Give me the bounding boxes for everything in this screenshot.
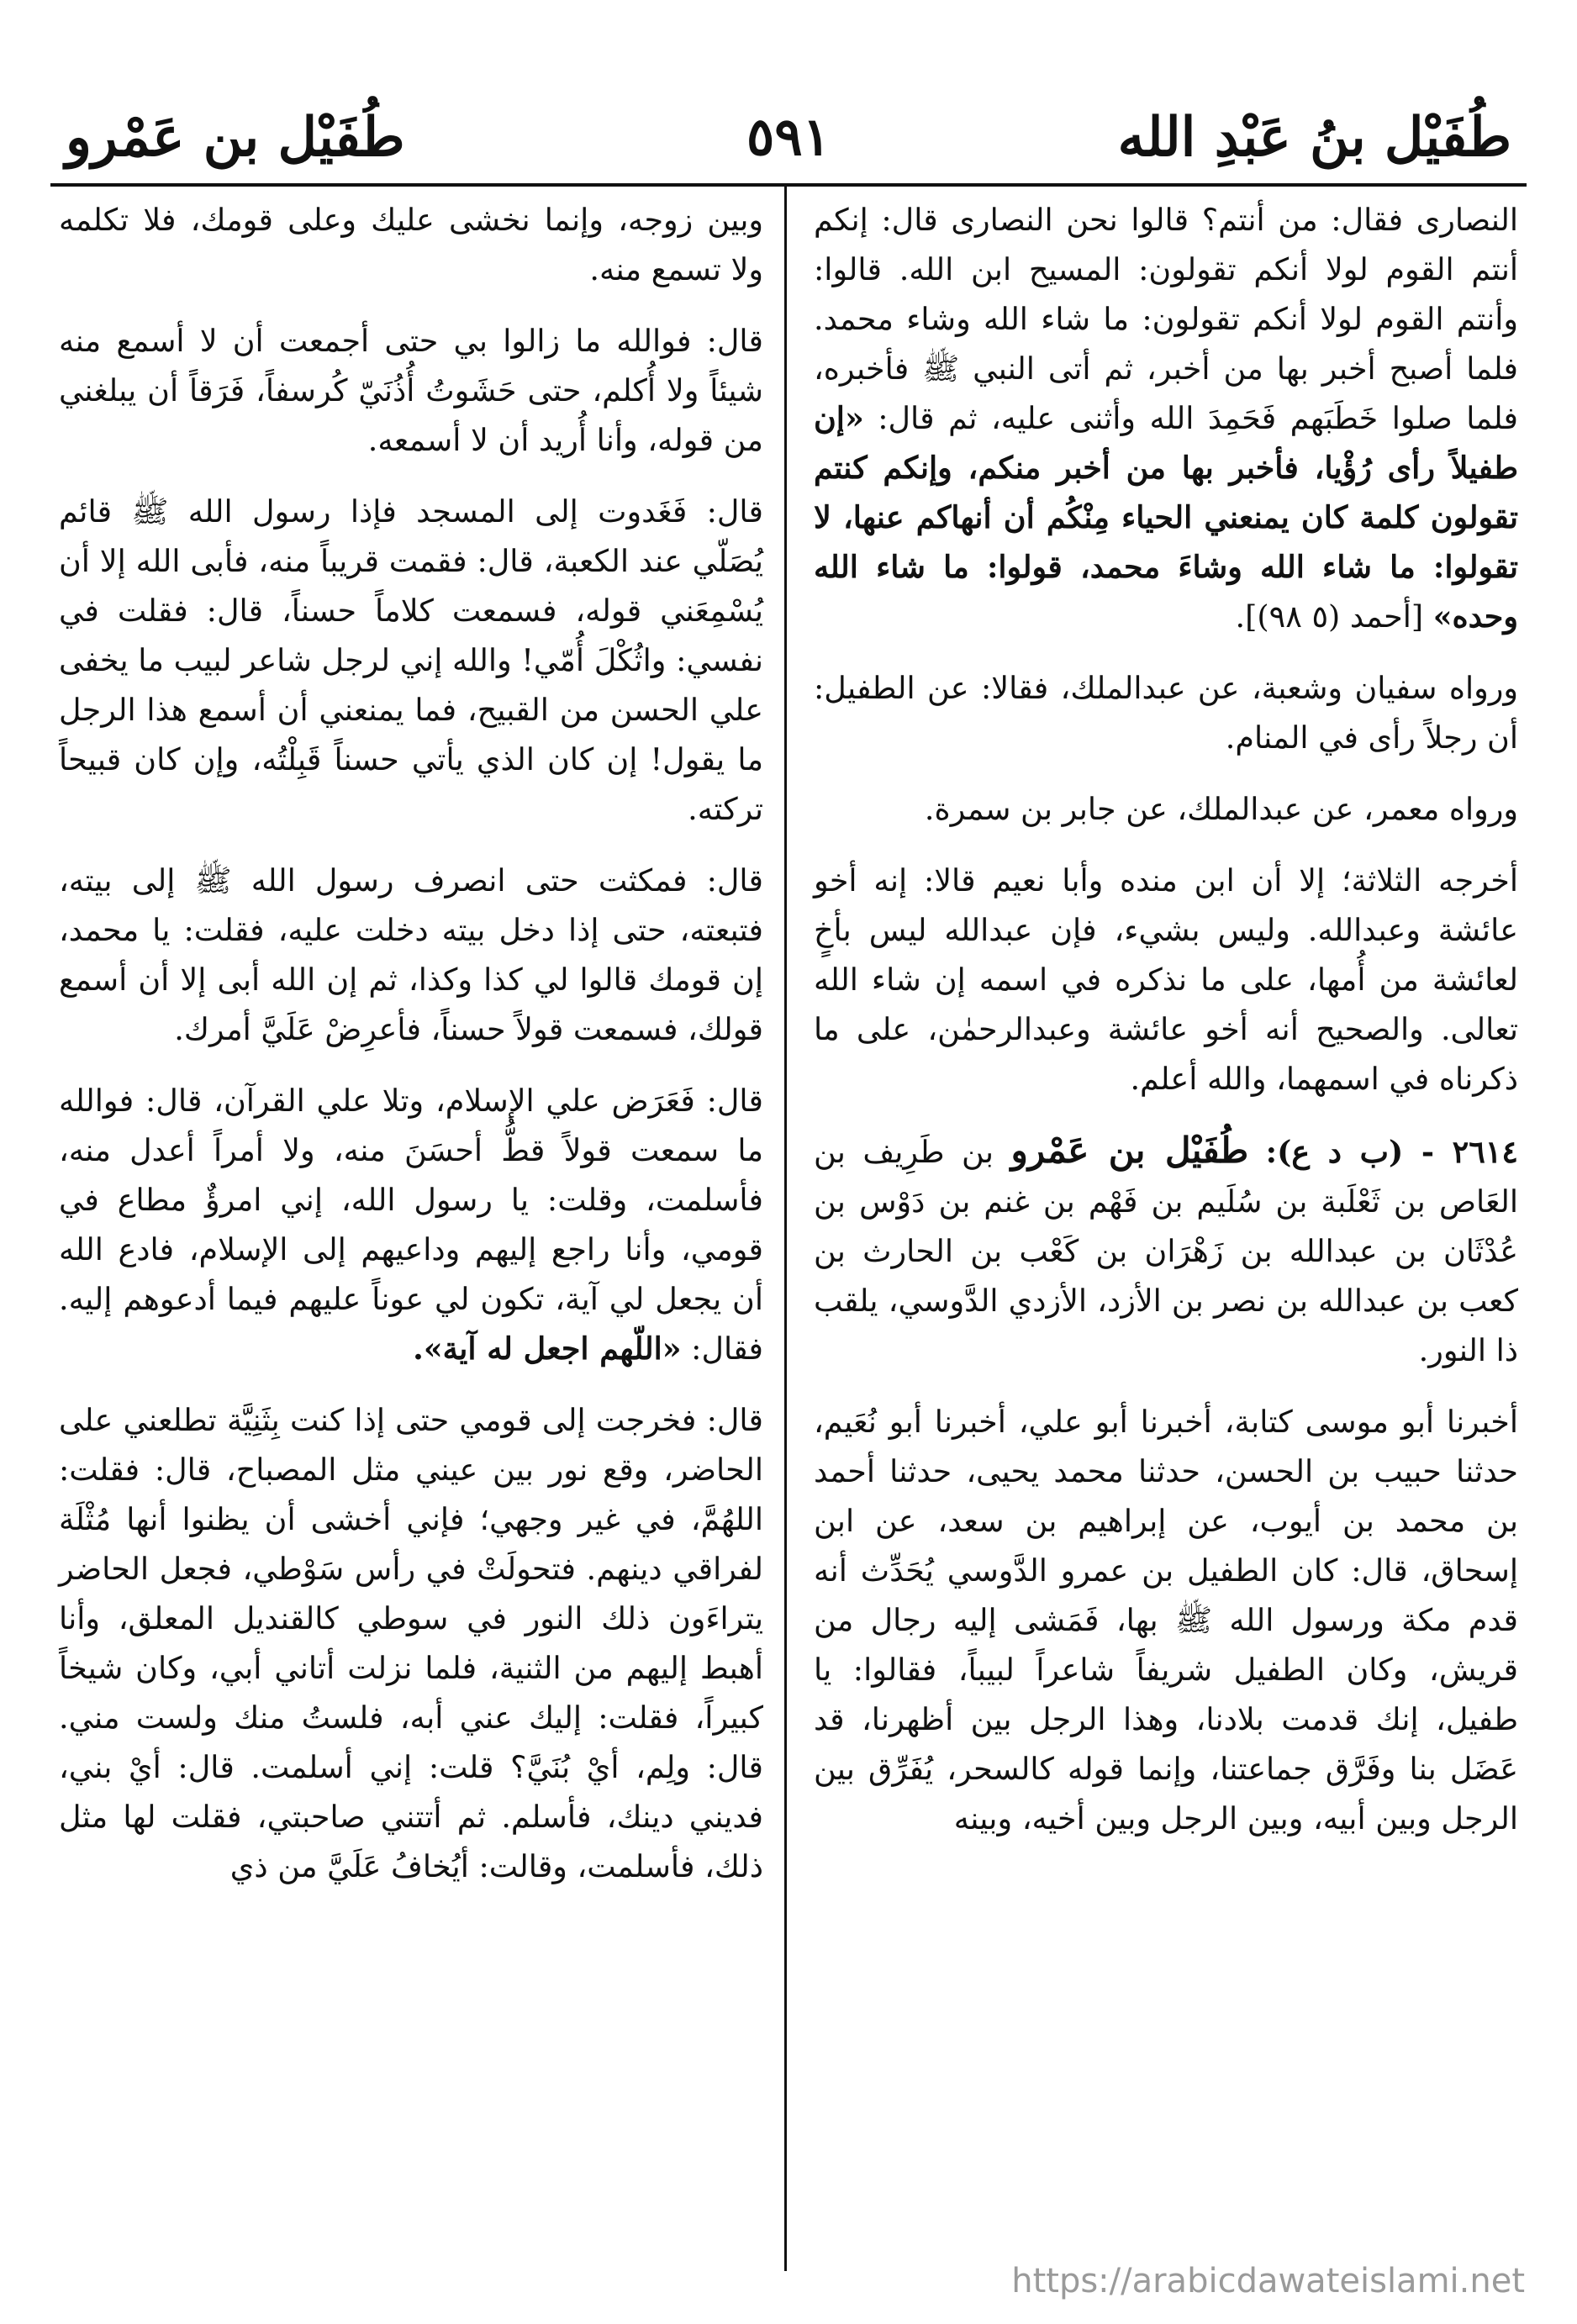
running-title-left: طُفَيْل بن عَمْرو [66, 106, 405, 169]
paragraph: أخبرنا أبو موسى كتابة، أخبرنا أبو علي، أخبرنا أبو نُعَيم، حدثنا حبيب بن الحسن، حدثنا محمد يحيى، حدثنا أحمد بن محمد بن أيوب، عن إبراهيم بن سعد، عن ابن إسحاق، قال: كان الطفيل بن عمرو الدَّوسي يُحَدِّث أنه قدم مكة ورسول الله ﷺ بها، فَمَشى إليه رجال من قريش، وكان الطفيل شريفاً شاعراً لبيباً، فقالوا: يا طفيل، إنك قدمت بلادنا، وهذا الرجل بين أظهرنا، قد عَضَل بنا وفَرَّق جماعتنا، وإنما قوله كالسحر، يُفَرِّق بين الرجل وبين أبيه، وبين الرجل وبين أخيه، وبينه [814, 1404, 1518, 1837]
entry-name: طُفَيْل بن عَمْرو [1010, 1130, 1249, 1171]
hadith-text: «إن طفيلاً رأى رُؤْيا، فأخبر بها من أخبر منكم، وإنكم كنتم تقولون كلمة كان يمنعني الحياء مِنْكُم أن أنهاكم عنها، لا تقولوا: ما شاء الله وشاءَ محمد، قولوا: ما شاء الله وحده» [814, 400, 1518, 635]
watermark-url: https://arabicdawateislami.net [1011, 2262, 1525, 2300]
right-column [814, 195, 1518, 1865]
citation: [أحمد (٥ ٩٨)]. [1235, 598, 1433, 635]
paragraph-text: قال: فَعَرَض علي الإسلام، وتلا علي القرآن، قال: فوالله ما سمعت قولاً قطُّ أحسَنَ منه، ولا أمراً أعدل منه، فأسلمت، وقلت: يا رسول الله، إني امرؤٌ مطاع في قومي، وأنا راجع إليهم وداعيهم إلى الإسلام، فادع الله أن يجعل لي آية، تكون لي عوناً عليهم فيما أدعوهم إليه. فقال: [59, 1083, 763, 1367]
header-rule [50, 183, 1527, 187]
paragraph: قال: فخرجت إلى قومي حتى إذا كنت بِثَنِيَّة تطلعني على الحاضر، وقع نور بين عيني مثل المصباح، قال: فقلت: اللهُمَّ، في غير وجهي؛ فإني أخشى أن يظنوا أنها مُثْلَة لفراقي دينهم. فتحولَتْ في رأس سَوْطي، فجعل الحاضر يتراءَون ذلك النور في سوطي كالقنديل المعلق، وأنا أهبط إليهم من الثنية، فلما نزلت أتاني أبي، وكان شيخاً كبيراً، فقلت: إليك عني أبه، فلستُ منك ولست مني. قال: ولِم، أيْ بُنَيَّ؟ قلت: إني أسلمت. قال: أيْ بني، فديني دينك، فأسلم. ثم أتتني صاحبتي، فقلت لها مثل ذلك، فأسلمت، وقالت: أيُخافُ عَلَيَّ من ذي [59, 1402, 763, 1884]
entry-number: ٢٦١٤ - (ب د ع): [1265, 1134, 1519, 1170]
entry-heading-paragraph [814, 1125, 1518, 1375]
paragraph: قال: فوالله ما زالوا بي حتى أجمعت أن لا أسمع منه شيئاً ولا أُكلم، حتى حَشَوتُ أُذُنَيّ كُرسفاً، فَرَقاً أن يبلغني من قوله، وأنا أُريد أن لا أسمعه. [59, 323, 763, 458]
paragraph [814, 195, 1518, 641]
entry-lineage: بن طَرِيف بن العَاص بن ثَعْلَبة بن سُلَيم بن فَهْم بن غنم بن دَوْس بن عُدْثَان بن عبدالله بن زَهْرَان بن كَعْب بن الحارث بن كعب بن عبدالله بن نصر بن الأزد، الأزدي الدَّوسي، يلقب ذا النور. [814, 1134, 1518, 1368]
page-number: ٥٩١ [746, 106, 831, 167]
running-head [50, 99, 1527, 175]
paragraph: ورواه سفيان وشعبة، عن عبدالملك، فقالا: عن الطفيل: أن رجلاً رأى في المنام. [814, 670, 1518, 756]
paragraph: أخرجه الثلاثة؛ إلا أن ابن منده وأبا نعيم قالا: إنه أخو عائشة وعبدالله. وليس بشيء، فإن عبدالله ليس بأخٍ لعائشة من أُمها، على ما نذكره في اسمه إن شاء الله تعالى. والصحيح أنه أخو عائشة وعبدالرحمٰن، على ما ذكرناه في اسمهما، والله أعلم. [814, 862, 1518, 1097]
paragraph [59, 1076, 763, 1373]
hadith-text: «اللّهم اجعل له آية». [413, 1331, 682, 1367]
left-column [59, 195, 763, 1913]
column-divider [784, 187, 787, 2271]
paragraph: قال: فَغَدوت إلى المسجد فإذا رسول الله ﷺ قائم يُصَلّي عند الكعبة، قال: فقمت قريباً منه، فأبى الله إلا أن يُسْمِعَني قوله، فسمعت كلاماً حسناً، قال: فقلت في نفسي: واثُكْلَ أُمّي! والله إني لرجل شاعر لبيب ما يخفى علي الحسن من القبيح، فما يمنعني أن أسمع هذا الرجل ما يقول! إن كان الذي يأتي حسناً قَبِلْتُه، وإن كان قبيحاً تركته. [59, 493, 763, 827]
running-title-right: طُفَيْل بنُ عَبْدِ الله [1117, 106, 1511, 169]
paragraph: وبين زوجه، وإنما نخشى عليك وعلى قومك، فلا تكلمه ولا تسمع منه. [59, 202, 763, 287]
paragraph: قال: فمكثت حتى انصرف رسول الله ﷺ إلى بيته، فتبعته، حتى إذا دخل بيته دخلت عليه، فقلت: يا محمد، إن قومك قالوا لي كذا وكذا، ثم إن الله أبى إلا أن أسمع قولك، فسمعت قولاً حسناً، فأعرِضْ عَلَيَّ أمرك. [59, 862, 763, 1047]
paragraph-text: النصارى فقال: من أنتم؟ قالوا نحن النصارى قال: إنكم أنتم القوم لولا أنكم تقولون: المسيح ابن الله. قالوا: وأنتم القوم لولا أنكم تقولون: ما شاء الله وشاء محمد. فلما أصبح أخبر بها من أخبر، ثم أتى النبي ﷺ فأخبره، فلما صلوا خَطَبَهم فَحَمِدَ الله وأثنى عليه، ثم قال: [814, 202, 1518, 436]
paragraph: ورواه معمر، عن عبدالملك، عن جابر بن سمرة. [924, 791, 1518, 827]
